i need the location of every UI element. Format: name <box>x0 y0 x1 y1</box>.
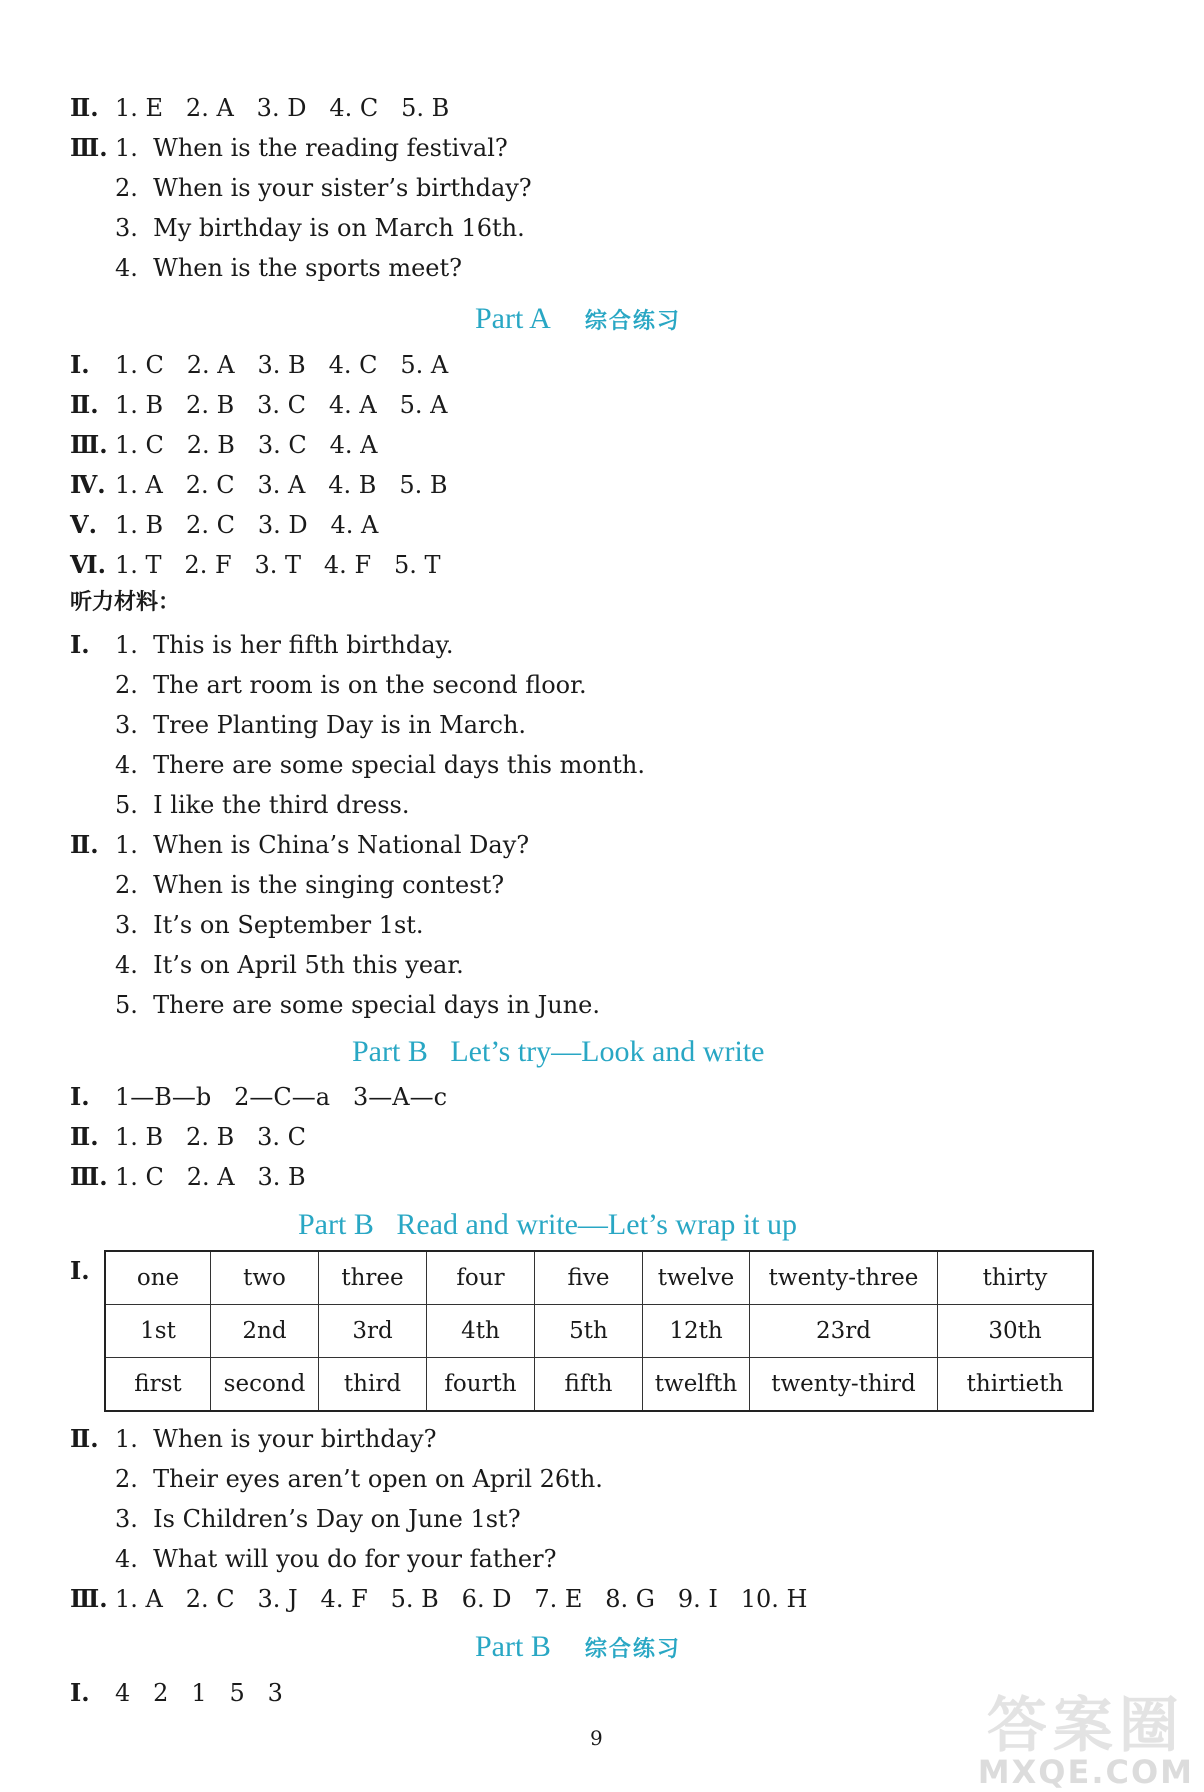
section-num: Ⅳ. <box>70 470 106 499</box>
sentence-line: 2. When is the singing contest? <box>115 871 505 899</box>
watermark-text: 答案圈 <box>986 1691 1185 1761</box>
section-num: Ⅰ. <box>70 1082 90 1111</box>
table-cell: two <box>211 1251 319 1305</box>
section-num: Ⅴ. <box>70 510 97 539</box>
table-cell: three <box>319 1251 427 1305</box>
table-cell: fifth <box>535 1358 643 1412</box>
part-b-read-heading: Part B Read and write—Let’s wrap it up <box>298 1208 798 1241</box>
part-b-try-heading: Part B Let’s try—Look and write <box>352 1035 765 1068</box>
table-cell: 23rd <box>750 1305 938 1358</box>
table-cell: fourth <box>427 1358 535 1412</box>
section-num: Ⅰ. <box>70 1256 90 1285</box>
section-num: Ⅰ. <box>70 1678 90 1707</box>
answer-line: 1. C 2. B 3. C 4. A <box>115 431 378 459</box>
section-num: Ⅰ. <box>70 630 90 659</box>
sentence-line: 2. The art room is on the second floor. <box>115 671 587 699</box>
answer-line: 1. C 2. A 3. B 4. C 5. A <box>115 351 449 379</box>
ordinal-table <box>104 1250 1094 1412</box>
listening-title: 听力材料： <box>70 590 181 615</box>
section-num: Ⅲ. <box>70 1162 108 1191</box>
table-row <box>105 1358 1093 1412</box>
sentence-line: 4. When is the sports meet? <box>115 254 462 282</box>
heading-cn: 综合练习 <box>584 309 681 334</box>
watermark-logo <box>977 1691 1194 1791</box>
table-cell: first <box>105 1358 211 1412</box>
sentence-line: 3. My birthday is on March 16th. <box>115 214 525 242</box>
table-cell: four <box>427 1251 535 1305</box>
section-num: Ⅲ. <box>70 1584 108 1613</box>
sentence-line: 5. There are some special days in June. <box>115 991 601 1019</box>
sentence-line: 4. There are some special days this month. <box>115 751 646 779</box>
part-a-practice-heading <box>475 300 681 341</box>
sentence-line: 2. When is your sister’s birthday? <box>115 174 532 202</box>
answer-line: 1. B 2. B 3. C 4. A 5. A <box>115 391 448 419</box>
table-cell: twelve <box>643 1251 750 1305</box>
table-cell: twenty-three <box>750 1251 938 1305</box>
table-cell: 2nd <box>211 1305 319 1358</box>
sentence-line: 1. When is China’s National Day? <box>115 831 530 859</box>
table-cell: 4th <box>427 1305 535 1358</box>
sentence-line: 3. It’s on September 1st. <box>115 911 424 939</box>
heading-en: Part B <box>475 1630 551 1663</box>
section-num: Ⅱ. <box>70 390 99 419</box>
table-row <box>105 1305 1093 1358</box>
sentence-line: 5. I like the third dress. <box>115 791 410 819</box>
section-num: Ⅱ. <box>70 830 99 859</box>
heading-cn: 综合练习 <box>584 1637 681 1662</box>
watermark-url: MXQE.COM <box>977 1753 1194 1791</box>
part-b-practice-heading <box>475 1628 681 1669</box>
section-num: Ⅵ. <box>70 550 106 579</box>
page-number: 9 <box>590 1726 603 1750</box>
answer-line: 1. A 2. C 3. J 4. F 5. B 6. D 7. E 8. G 9. I 10. H <box>115 1585 808 1613</box>
sentence-line: 1. When is the reading festival? <box>115 134 508 162</box>
table-cell: 5th <box>535 1305 643 1358</box>
table-cell: 1st <box>105 1305 211 1358</box>
table-cell: twenty-third <box>750 1358 938 1412</box>
section-num: Ⅲ. <box>70 430 108 459</box>
table-cell: second <box>211 1358 319 1412</box>
table-cell: one <box>105 1251 211 1305</box>
table-cell: thirty <box>938 1251 1094 1305</box>
answer-line: 4 2 1 5 3 <box>115 1679 283 1707</box>
table-cell: 12th <box>643 1305 750 1358</box>
sentence-line: 1. This is her fifth birthday. <box>115 631 454 659</box>
section-num: Ⅱ. <box>70 1424 99 1453</box>
section-num: Ⅰ. <box>70 350 90 379</box>
answer-line: 1. B 2. B 3. C <box>115 1123 306 1151</box>
table-cell: thirtieth <box>938 1358 1094 1412</box>
answer-line: 1. B 2. C 3. D 4. A <box>115 511 379 539</box>
sentence-line: 1. When is your birthday? <box>115 1425 437 1453</box>
answer-line: 1. C 2. A 3. B <box>115 1163 306 1191</box>
section-num-iii: Ⅲ. <box>70 133 108 162</box>
answer-line: 1. E 2. A 3. D 4. C 5. B <box>115 94 450 122</box>
table-cell: third <box>319 1358 427 1412</box>
table-cell: twelfth <box>643 1358 750 1412</box>
sentence-line: 3. Is Children’s Day on June 1st? <box>115 1505 521 1533</box>
heading-en: Part A <box>475 302 551 335</box>
section-num: Ⅱ. <box>70 1122 99 1151</box>
sentence-line: 4. What will you do for your father? <box>115 1545 557 1573</box>
sentence-line: 4. It’s on April 5th this year. <box>115 951 464 979</box>
table-row <box>105 1251 1093 1305</box>
table-cell: five <box>535 1251 643 1305</box>
answer-line: 1—B—b 2—C—a 3—A—c <box>115 1083 448 1111</box>
section-num-ii: Ⅱ. <box>70 93 99 122</box>
sentence-line: 3. Tree Planting Day is in March. <box>115 711 527 739</box>
sentence-line: 2. Their eyes aren’t open on April 26th. <box>115 1465 603 1493</box>
answer-line: 1. A 2. C 3. A 4. B 5. B <box>115 471 448 499</box>
table-cell: 3rd <box>319 1305 427 1358</box>
answer-line: 1. T 2. F 3. T 4. F 5. T <box>115 551 441 579</box>
table-cell: 30th <box>938 1305 1094 1358</box>
